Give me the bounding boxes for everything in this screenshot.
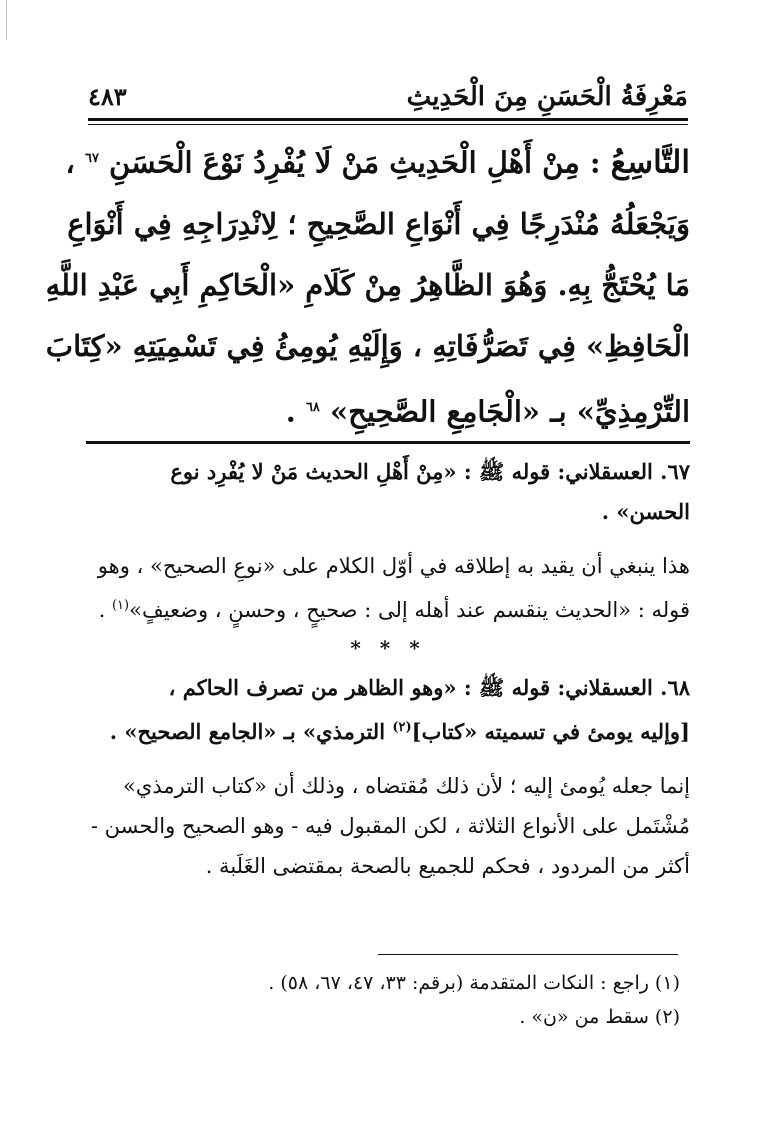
main-line-5-tail: .: [285, 394, 296, 429]
main-line-1-tail: ،: [65, 145, 75, 180]
commentary-68-heading-2a: [وإليه يومئ في تسميته «كتاب]: [411, 719, 690, 744]
footnotes: [100, 966, 680, 1034]
commentary-67-heading-1: [86, 452, 690, 492]
commentary-67-says: قوله ﷺ :: [463, 459, 551, 484]
header-rule-thin: [88, 124, 688, 125]
commentary-67-heading-2: الحسن» .: [601, 499, 690, 524]
main-line-5: [86, 377, 690, 443]
footnote-ref-2[interactable]: (٢): [392, 720, 412, 735]
main-line-5-text: التِّرْمِذِيِّ» بـ «الْجَامِعِ الصَّحِيحِ»: [330, 394, 690, 429]
commentary-68-body-1: إنما جعله يُومئ إليه ؛ لأن ذلك مُقتضاه ، وذلك أن «كتاب الترمذي»: [123, 774, 690, 798]
note-marker-68[interactable]: ٦٨: [305, 399, 320, 415]
footnote-ref-1[interactable]: (١): [111, 598, 130, 613]
commentary-67-body-2-tail: .: [98, 598, 106, 622]
main-line-1: [65, 128, 690, 194]
section-divider-stars: * * *: [350, 636, 426, 660]
commentary-separator: [86, 441, 690, 444]
footnote-rule: [378, 954, 678, 955]
commentary-67-quote: «مِنْ أَهْلِ الحديث مَنْ لا يُفْرِد نوع: [170, 459, 457, 484]
commentary-68-quote: «وهو الظاهر من تصرف الحاكم ،: [168, 675, 457, 700]
commentary-68-heading-2b: الترمذي» بـ «الجامع الصحيح» .: [109, 719, 386, 744]
note-marker-67[interactable]: ٦٧: [84, 151, 99, 166]
main-text: [45, 128, 690, 442]
main-line-4: الْحَافِظِ» فِي تَصَرُّفَاتِهِ ، وَإِلَيْهِ يُومِئُ فِي تَسْمِيَتِهِ «كِتَابَ: [45, 328, 690, 363]
main-line-3: مَا يُحْتَجُّ بِهِ. وَهُوَ الظَّاهِرُ مِنْ كَلَامِ «الْحَاكِمِ أَبِي عَبْدِ اللَّهِ: [45, 267, 690, 302]
commentary-67-author: العسقلاني:: [557, 459, 653, 484]
section-label: التَّاسِعُ: [610, 144, 690, 181]
spacer: [86, 752, 690, 766]
commentary: [86, 452, 690, 886]
main-line-2: وَيَجْعَلُهُ مُنْدَرِجًا فِي أَنْوَاعِ الصَّحِيحِ ؛ لِانْدِرَاجِهِ فِي أَنْوَاعِ: [67, 206, 690, 241]
commentary-67-body-1: هذا ينبغي أن يقيد به إطلاقه في أوّل الكلام على «نوعِ الصحيح» ، وهو: [97, 554, 690, 578]
commentary-68-heading-1: [86, 668, 690, 708]
commentary-67-body-2-text: قوله : «الحديث ينقسم عند أهله إلى : صحيحٍ ، وحسنٍ ، وضعيفٍ»: [129, 598, 690, 622]
spacer: [86, 532, 690, 546]
commentary-67-number: ٦٧.: [660, 459, 690, 484]
commentary-68-number: ٦٨.: [660, 675, 690, 700]
commentary-67-body-2: [86, 586, 690, 630]
footnote-2: (٢) سقط من «ن» .: [519, 1006, 680, 1028]
commentary-68-body-2: مُشْتَمل على الأنواع الثلاثة ، لكن المقبول فيه - وهو الصحيح والحسن -: [90, 814, 690, 838]
page-number: ٤٨٣: [88, 82, 127, 111]
header-rule-thick: [88, 118, 688, 121]
commentary-68-says: قوله ﷺ :: [463, 675, 551, 700]
commentary-68-body-3: أكثر من المردود ، فحكم للجميع بالصحة بمقتضى الغَلَبة .: [205, 854, 690, 878]
page-edge-mark: [6, 0, 7, 40]
commentary-68-author: العسقلاني:: [557, 675, 653, 700]
running-title: مَعْرِفَةُ الْحَسَنِ مِنَ الْحَدِيثِ: [406, 82, 688, 112]
main-line-1-text: : مِنْ أَهْلِ الْحَدِيثِ مَنْ لَا يُفْرِدُ نَوْعَ الْحَسَنِ: [109, 145, 601, 180]
commentary-68-heading-2: [86, 708, 690, 752]
footnote-1: (١) راجع : النكات المتقدمة (برقم: ٣٣، ٤٧، ٦٧، ٥٨) .: [268, 972, 680, 994]
running-header: [88, 78, 688, 114]
